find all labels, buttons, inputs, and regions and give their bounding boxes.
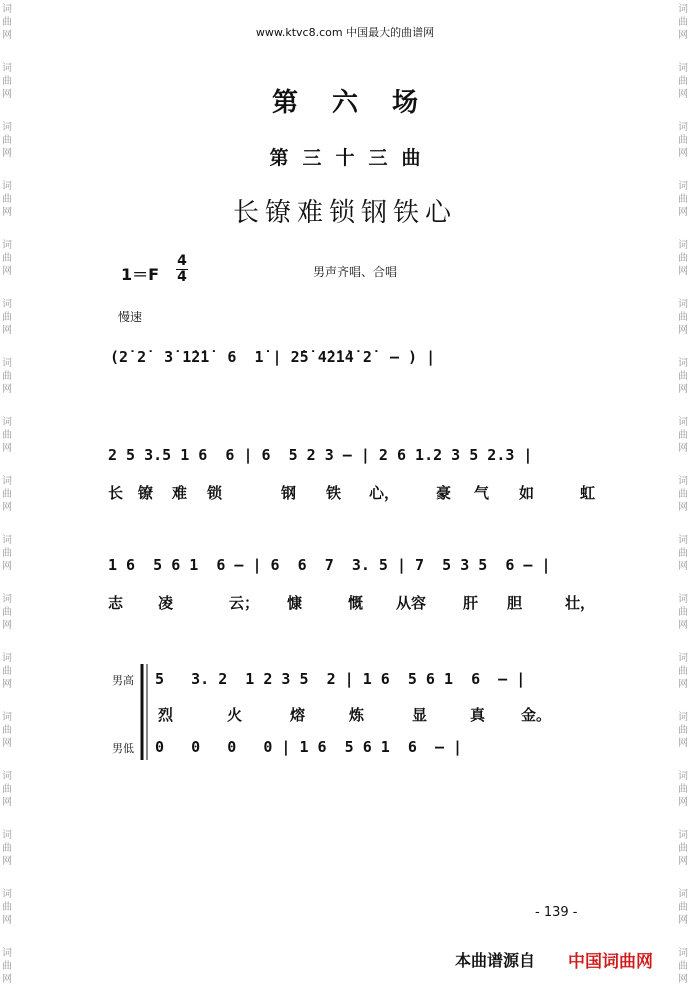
song-title: 长镣难锁钢铁心 xyxy=(232,198,457,228)
border-watermark-char: 曲 xyxy=(2,548,12,559)
border-watermark-char: 词 xyxy=(2,653,12,664)
system-3-lyric-syllable: 壮， xyxy=(565,594,596,612)
border-watermark-char: 网 xyxy=(2,207,12,218)
border-watermark-char: 曲 xyxy=(678,548,688,559)
chorus-upper-lyric-syllable: 熔 xyxy=(290,706,306,724)
chorus-lower-notes: 0 0 0 0 | 1 6 5 6 1 6 — | xyxy=(155,738,463,756)
system-3-lyric-syllable: 慷 xyxy=(287,594,303,612)
border-watermark-char: 词 xyxy=(2,476,12,487)
border-watermark-char: 网 xyxy=(2,915,12,926)
piece-number: 第三十三曲 xyxy=(269,147,435,169)
system-2-notes: 2 5 3.5 1 6 6 | 6 5 2 3 — | 2 6 1.2 3 5 2.3 | xyxy=(108,446,533,464)
border-watermark-char: 网 xyxy=(2,266,12,277)
border-watermark-char: 曲 xyxy=(678,843,688,854)
border-watermark-char: 词 xyxy=(678,122,688,133)
border-watermark-char: 曲 xyxy=(2,902,12,913)
border-watermark-char: 词 xyxy=(678,299,688,310)
time-sig-bottom: 4 xyxy=(177,269,187,285)
border-watermark-char: 词 xyxy=(678,653,688,664)
border-watermark-char: 曲 xyxy=(678,607,688,618)
border-watermark-char: 曲 xyxy=(678,371,688,382)
system-2-lyric-syllable: 虹 xyxy=(580,484,596,502)
border-watermark-char: 词 xyxy=(2,594,12,605)
border-watermark-char: 网 xyxy=(678,148,688,159)
border-watermark-char: 词 xyxy=(678,4,688,15)
border-watermark-char: 曲 xyxy=(678,76,688,87)
system-2-lyric-syllable: 难 xyxy=(172,484,188,502)
border-watermark-char: 网 xyxy=(2,561,12,572)
border-watermark-char: 曲 xyxy=(2,135,12,146)
footer-site-link[interactable]: 中国词曲网 xyxy=(568,952,653,972)
border-watermark-char: 网 xyxy=(2,679,12,690)
border-watermark-char: 词 xyxy=(2,122,12,133)
border-watermark-char: 词 xyxy=(678,771,688,782)
border-watermark-char: 网 xyxy=(2,502,12,513)
border-watermark-char: 网 xyxy=(678,207,688,218)
border-watermark-char: 曲 xyxy=(678,17,688,28)
border-watermark-char: 词 xyxy=(2,535,12,546)
border-watermark-char: 网 xyxy=(678,325,688,336)
border-watermark-char: 词 xyxy=(2,948,12,959)
border-watermark-char: 曲 xyxy=(678,784,688,795)
border-watermark-char: 曲 xyxy=(678,961,688,972)
voice-label-lower: 男低 xyxy=(112,742,134,755)
border-watermark-char: 网 xyxy=(678,856,688,867)
time-sig-top: 4 xyxy=(177,253,187,269)
border-watermark-char: 曲 xyxy=(678,725,688,736)
page-number: - 139 - xyxy=(535,905,578,920)
performance-note: 男声齐唱、合唱 xyxy=(313,265,398,279)
system-1-notes: (2̇ 2̇ 3̇ 1̇2̇1̇ 6 1̇ | 2̇5̇ 4̇2̇1̇4̇ 2̇ — ) | xyxy=(110,348,436,366)
border-watermark-char: 网 xyxy=(678,384,688,395)
border-watermark-char: 词 xyxy=(2,889,12,900)
system-2-lyric-syllable: 气 xyxy=(474,484,490,502)
border-watermark-char: 曲 xyxy=(2,76,12,87)
border-watermark-char: 网 xyxy=(2,30,12,41)
border-watermark-char: 曲 xyxy=(678,430,688,441)
border-watermark-char: 曲 xyxy=(2,961,12,972)
system-3-notes: 1 6 5 6 1 6 — | 6 6 7 3. 5 | 7 5 3 5 6 — | xyxy=(108,556,551,574)
border-watermark-char: 词 xyxy=(2,712,12,723)
border-watermark-char: 曲 xyxy=(2,784,12,795)
voice-label-upper: 男高 xyxy=(112,674,134,687)
border-watermark-char: 网 xyxy=(678,974,688,985)
border-watermark-char: 网 xyxy=(2,89,12,100)
system-3-lyric-syllable: 云； xyxy=(229,594,260,612)
border-watermark-char: 词 xyxy=(678,594,688,605)
border-watermark-char: 曲 xyxy=(678,253,688,264)
system-3-lyric-syllable: 从容 xyxy=(396,594,427,612)
system-3-lyric-syllable: 凌 xyxy=(158,594,174,612)
border-watermark-char: 曲 xyxy=(2,489,12,500)
border-watermark-char: 词 xyxy=(678,417,688,428)
border-watermark-char: 词 xyxy=(678,535,688,546)
border-watermark-char: 词 xyxy=(2,240,12,251)
border-watermark-char: 词 xyxy=(678,240,688,251)
border-watermark-char: 曲 xyxy=(2,607,12,618)
chorus-upper-lyric-syllable: 火 xyxy=(227,706,243,724)
key-signature: 1＝F xyxy=(121,265,160,284)
time-signature xyxy=(176,254,188,285)
border-watermark-char: 网 xyxy=(678,89,688,100)
border-watermark-char: 曲 xyxy=(678,194,688,205)
border-watermark-char: 网 xyxy=(2,856,12,867)
system-3-lyric-syllable: 肝 xyxy=(463,594,479,612)
border-watermark-char: 曲 xyxy=(2,371,12,382)
border-watermark-char: 曲 xyxy=(2,253,12,264)
border-watermark-char: 词 xyxy=(2,417,12,428)
border-watermark-char: 曲 xyxy=(678,312,688,323)
border-watermark-char: 词 xyxy=(678,63,688,74)
site-header[interactable]: www.ktvc8.com 中国最大的曲谱网 xyxy=(255,26,435,39)
border-watermark-char: 曲 xyxy=(2,666,12,677)
border-watermark-char: 网 xyxy=(2,797,12,808)
border-watermark-char: 网 xyxy=(678,561,688,572)
system-2-lyric-syllable: 钢 xyxy=(281,484,297,502)
border-watermark-char: 网 xyxy=(678,738,688,749)
border-watermark-char: 词 xyxy=(678,181,688,192)
border-watermark-char: 曲 xyxy=(2,843,12,854)
border-watermark-char: 网 xyxy=(678,797,688,808)
border-watermark-char: 曲 xyxy=(678,489,688,500)
border-watermark-char: 网 xyxy=(2,738,12,749)
border-watermark-char: 词 xyxy=(2,181,12,192)
border-watermark-char: 词 xyxy=(678,476,688,487)
system-2-lyric-syllable: 镣 xyxy=(138,484,154,502)
system-3-lyric-syllable: 胆 xyxy=(507,594,523,612)
border-watermark-char: 曲 xyxy=(2,17,12,28)
chorus-upper-lyric-syllable: 金。 xyxy=(521,706,552,724)
border-watermark-char: 词 xyxy=(2,299,12,310)
system-2-lyric-syllable: 长 xyxy=(108,484,124,502)
scene-title: 第六场 xyxy=(271,88,452,118)
system-3-lyric-syllable: 慨 xyxy=(348,594,364,612)
chorus-upper-lyric-syllable: 显 xyxy=(412,706,428,724)
border-watermark-char: 网 xyxy=(2,384,12,395)
border-watermark-char: 曲 xyxy=(2,312,12,323)
border-watermark-char: 曲 xyxy=(678,902,688,913)
border-watermark-char: 网 xyxy=(2,620,12,631)
system-2-lyric-syllable: 锁 xyxy=(207,484,223,502)
tempo-marking: 慢速 xyxy=(118,310,143,324)
border-watermark-char: 网 xyxy=(678,30,688,41)
border-watermark-char: 网 xyxy=(2,443,12,454)
border-watermark-char: 曲 xyxy=(2,194,12,205)
chorus-upper-lyric-syllable: 炼 xyxy=(349,706,365,724)
border-watermark-char: 网 xyxy=(678,266,688,277)
border-watermark-char: 网 xyxy=(678,502,688,513)
chorus-upper-lyric-syllable: 真 xyxy=(470,706,486,724)
border-watermark-char: 词 xyxy=(2,771,12,782)
border-watermark-char: 词 xyxy=(2,63,12,74)
border-watermark-char: 词 xyxy=(2,830,12,841)
border-watermark-char: 曲 xyxy=(678,666,688,677)
border-watermark-char: 词 xyxy=(2,358,12,369)
system-2-lyric-syllable: 铁 xyxy=(326,484,342,502)
border-watermark-char: 词 xyxy=(678,948,688,959)
border-watermark-char: 网 xyxy=(678,620,688,631)
chorus-upper-notes: 5 3. 2 1 2 3 5 2 | 1 6 5 6 1 6 — | xyxy=(155,670,526,688)
border-watermark-char: 网 xyxy=(678,679,688,690)
border-watermark-char: 词 xyxy=(2,4,12,15)
border-watermark-char: 词 xyxy=(678,712,688,723)
border-watermark-char: 曲 xyxy=(678,135,688,146)
chorus-upper-lyric-syllable: 烈 xyxy=(158,706,174,724)
system-2-lyric-syllable: 心， xyxy=(369,484,400,502)
system-2-lyric-syllable: 豪 xyxy=(436,484,452,502)
border-watermark-char: 网 xyxy=(678,915,688,926)
border-watermark-char: 词 xyxy=(678,830,688,841)
system-3-lyric-syllable: 志 xyxy=(108,594,124,612)
border-watermark-char: 网 xyxy=(2,325,12,336)
footer-source-label: 本曲谱源自 xyxy=(455,951,536,970)
border-watermark-char: 曲 xyxy=(2,725,12,736)
border-watermark-char: 曲 xyxy=(2,430,12,441)
border-watermark-char: 词 xyxy=(678,358,688,369)
border-watermark-char: 网 xyxy=(2,148,12,159)
chorus-brace xyxy=(140,664,150,760)
border-watermark-char: 网 xyxy=(678,443,688,454)
system-2-lyric-syllable: 如 xyxy=(519,484,535,502)
border-watermark-char: 网 xyxy=(2,974,12,985)
border-watermark-char: 词 xyxy=(678,889,688,900)
